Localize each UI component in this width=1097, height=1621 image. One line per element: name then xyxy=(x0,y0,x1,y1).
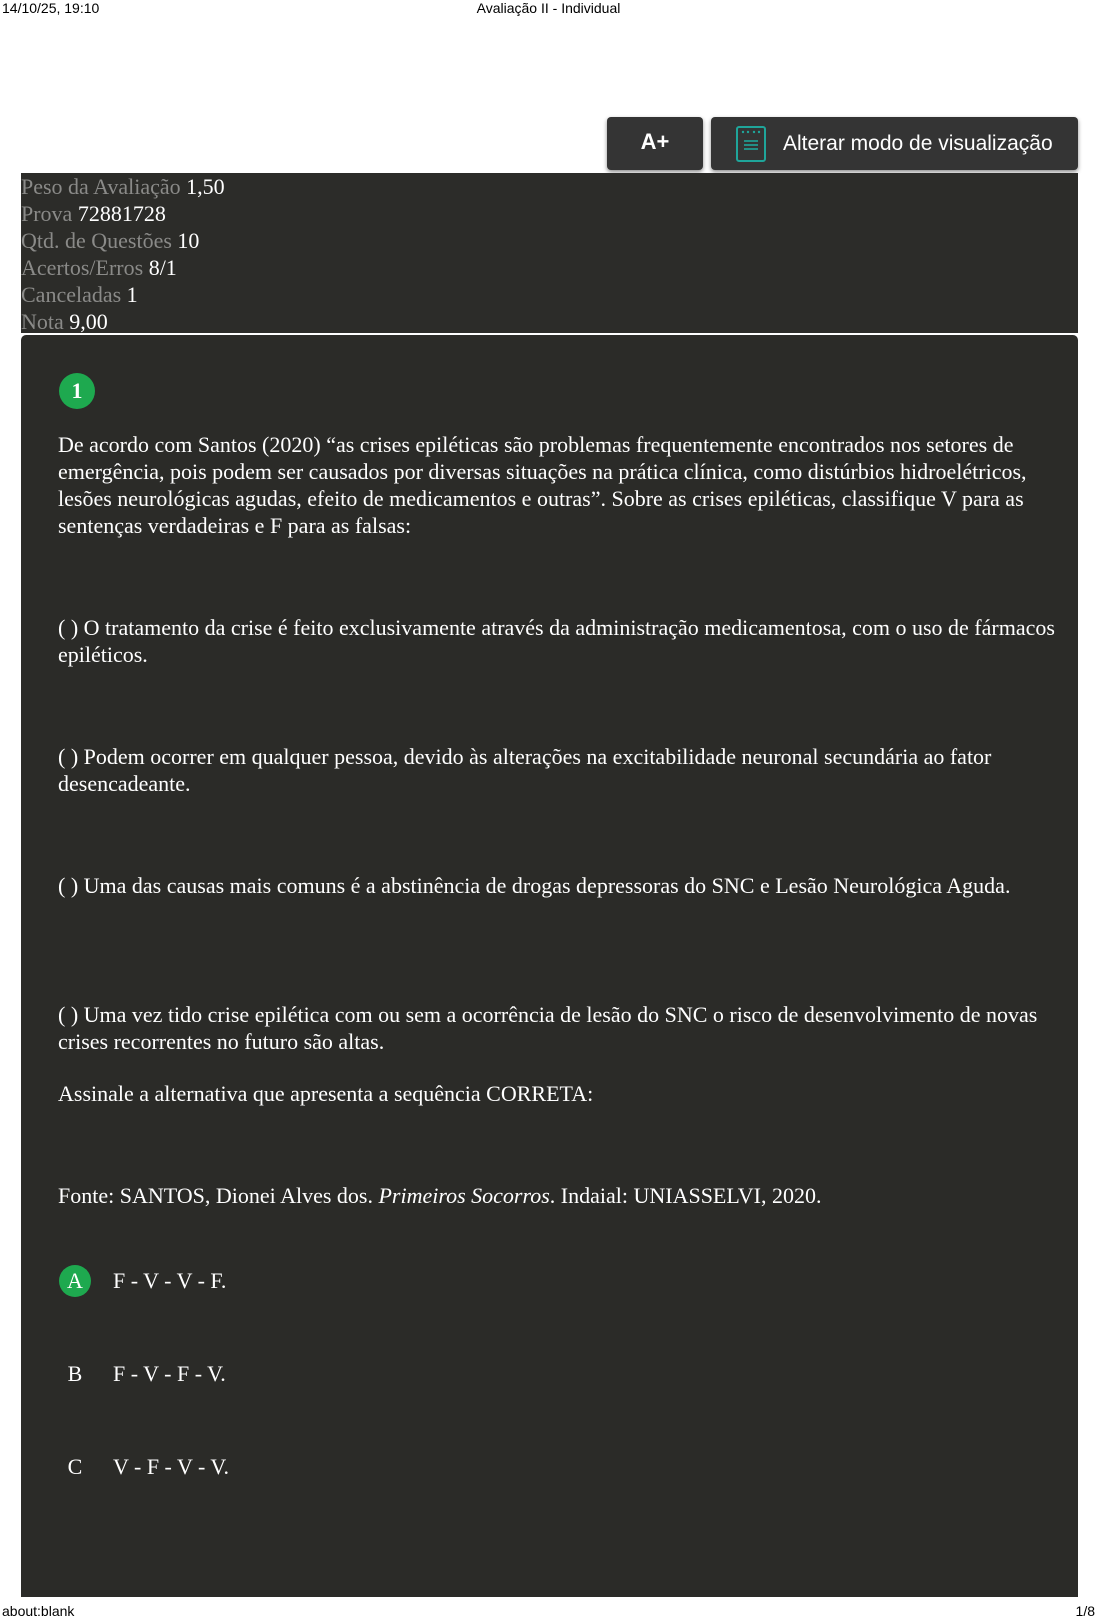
print-page-number: 1/8 xyxy=(1075,1603,1095,1619)
statement-4: ( ) Uma vez tido crise epilética com ou sem a ocorrência de lesão do SNC o risco de desenvolvimento de novas crises recorrentes no futuro são altas. xyxy=(58,1002,1038,1054)
exam-row xyxy=(21,200,1078,227)
option-b-badge[interactable]: B xyxy=(67,1361,83,1386)
print-footer xyxy=(0,1601,1097,1621)
cancelled-label: Canceladas xyxy=(21,282,122,307)
question-intro: De acordo com Santos (2020) “as crises epiléticas são problemas frequentemente encontrados nos setores de emergência, pois podem ser causados por diversas situações na prática clínica, como distúrbios hidroelétricos, lesões neurológicas agudas, efeito de medicamentos e outras”. Sobre as crises epiléticas, classifique V para as sentenças verdadeiras e F para as falsas: xyxy=(58,432,1027,538)
cancelled-row xyxy=(21,281,1078,308)
source-prefix: Fonte: SANTOS, Dionei Alves dos. xyxy=(58,1183,379,1208)
score-ratio-row xyxy=(21,254,1078,281)
question-number-badge: 1 xyxy=(59,373,95,409)
exam-value: 72881728 xyxy=(77,201,166,226)
score-ratio-label: Acertos/Erros xyxy=(21,255,144,280)
cancelled-value: 1 xyxy=(126,282,138,307)
font-size-button[interactable]: A+ xyxy=(607,117,703,170)
print-header xyxy=(0,0,1097,18)
option-a-text[interactable]: F - V - V - F. xyxy=(113,1268,227,1293)
exam-label: Prova xyxy=(21,201,73,226)
question-prompt: Assinale a alternativa que apresenta a sequência CORRETA: xyxy=(58,1081,594,1106)
questions-row xyxy=(21,227,1078,254)
source-suffix: . Indaial: UNIASSELVI, 2020. xyxy=(549,1183,822,1208)
weight-value: 1,50 xyxy=(186,174,225,199)
view-mode-label: Alterar modo de visualização xyxy=(783,131,1053,155)
option-c-badge[interactable]: C xyxy=(67,1454,83,1479)
statement-2: ( ) Podem ocorrer em qualquer pessoa, devido às alterações na excitabilidade neuronal secundária ao fator desencadeante. xyxy=(58,744,992,796)
option-a-badge[interactable]: A xyxy=(59,1265,91,1297)
option-b-text[interactable]: F - V - F - V. xyxy=(113,1361,226,1386)
question-card xyxy=(21,335,1078,1597)
score-ratio-value: 8/1 xyxy=(148,255,177,280)
view-mode-button[interactable] xyxy=(711,117,1078,170)
grade-row xyxy=(21,308,1078,335)
print-page-title: Avaliação II - Individual xyxy=(476,0,621,16)
grade-label: Nota xyxy=(21,309,64,334)
weight-label: Peso da Avaliação xyxy=(21,174,181,199)
questions-value: 10 xyxy=(177,228,200,253)
statement-1: ( ) O tratamento da crise é feito exclusivamente através da administração medicamentosa, com o uso de fármacos epiléticos. xyxy=(58,615,1055,667)
question-source xyxy=(58,1182,1058,1209)
source-title: Primeiros Socorros xyxy=(378,1183,550,1208)
weight-row xyxy=(21,173,1078,200)
option-c-text[interactable]: V - F - V - V. xyxy=(113,1454,229,1479)
assessment-summary xyxy=(21,173,1078,333)
print-url: about:blank xyxy=(2,1603,75,1619)
statement-3: ( ) Uma das causas mais comuns é a abstinência de drogas depressoras do SNC e Lesão Neurológica Aguda. xyxy=(58,873,1011,898)
questions-label: Qtd. de Questões xyxy=(21,228,172,253)
grade-value: 9,00 xyxy=(69,309,108,334)
document-view-icon xyxy=(735,125,767,163)
print-datetime: 14/10/25, 19:10 xyxy=(2,0,100,16)
